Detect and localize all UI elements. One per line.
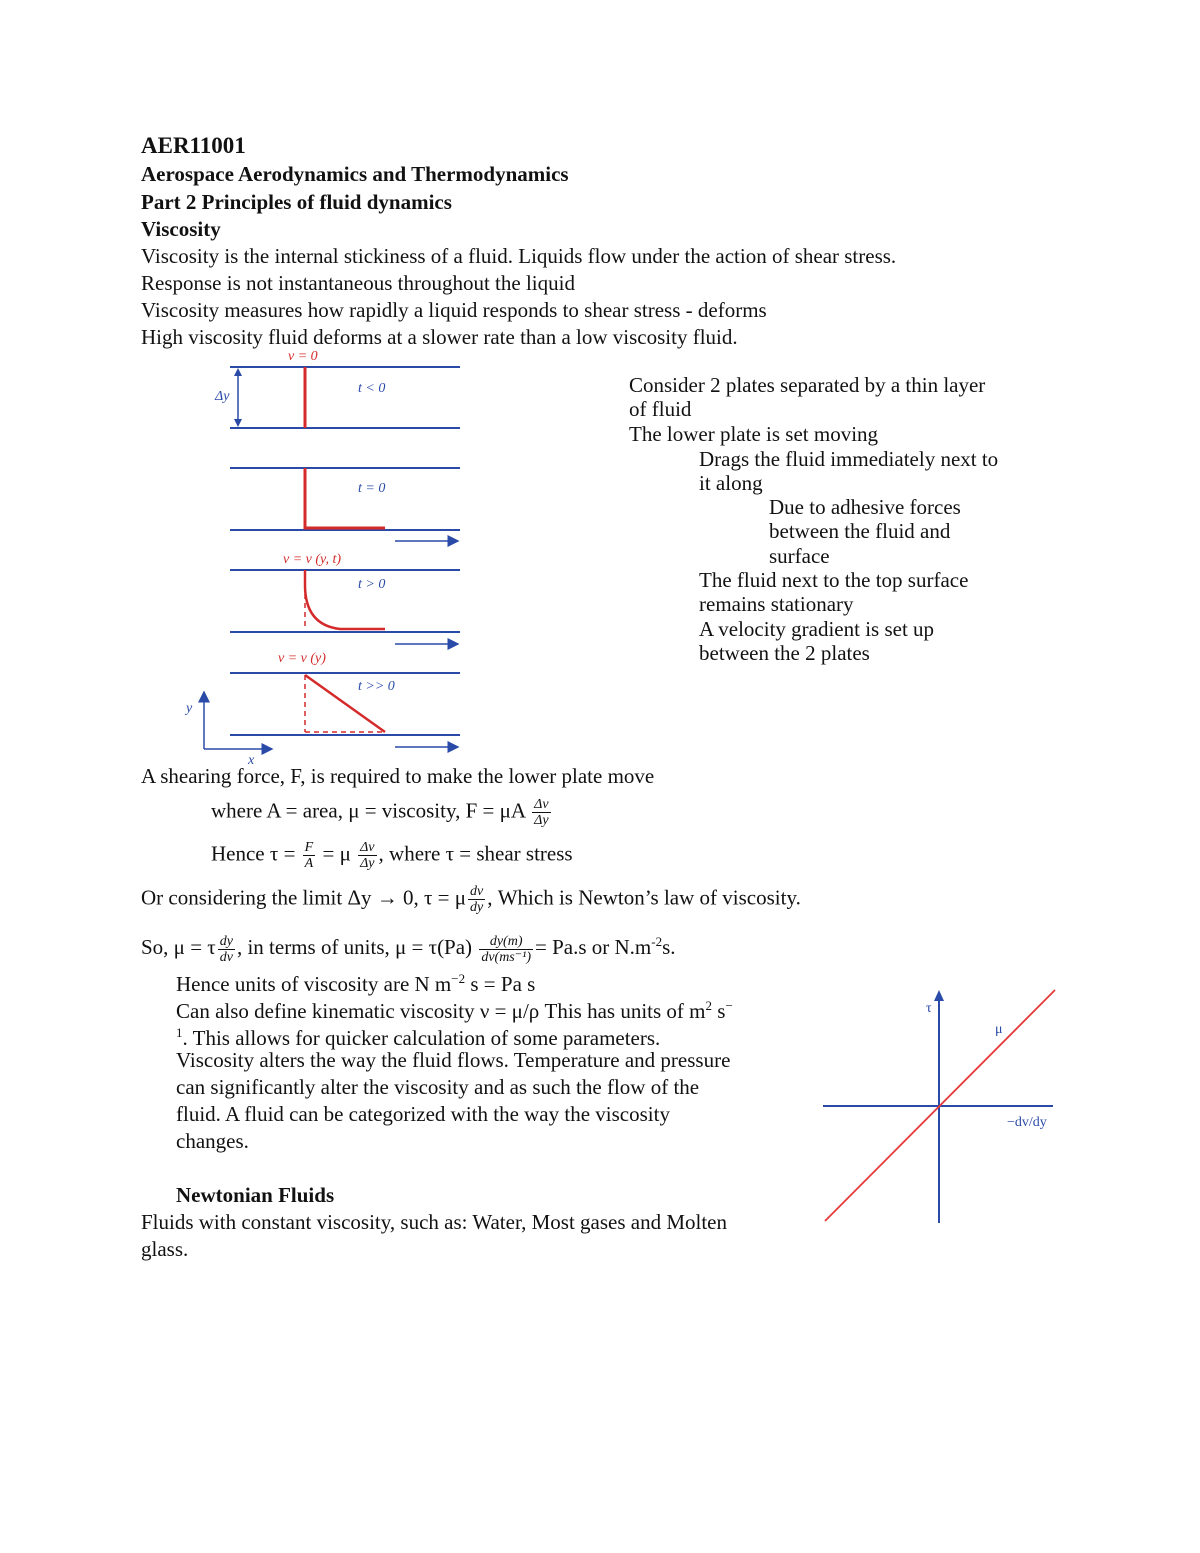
graph-x-label: −dv/dy [1007,1115,1047,1130]
graph-mu-label: μ [995,1022,1003,1037]
side-note: Due to adhesive forces [769,495,961,519]
hence-text: Hence τ = [211,841,296,866]
part-title: Part 2 Principles of fluid dynamics [141,190,452,214]
fraction: $\frac{\Delta v}{\Delta y}$ [360,840,375,871]
side-note: between the fluid and [769,519,951,543]
equation-newton-law [141,884,801,915]
label-t4: t >> 0 [358,679,395,694]
label-dy: Δy [215,389,230,404]
equation-shear-stress [211,840,573,871]
axis-x-label: x [248,753,255,768]
where-text: where A = area, μ = viscosity, F = μA [211,798,525,823]
side-note: The lower plate is set moving [629,422,879,446]
side-note: Drags the fluid immediately next to [699,447,999,471]
side-note: The fluid next to the top surface [699,568,969,592]
fraction: $\frac{dv}{dy}$ [470,884,484,915]
units-line: Hence units of viscosity are N $m^{-2}$ s = Pa s [176,971,536,996]
so-text: So, μ = τ [141,935,216,959]
side-note: it along [699,471,763,495]
so-end: = Pa.s or N.m [535,935,652,959]
fraction: $\frac{dy(m)}{\text{dv(ms⁻¹)}}$ [481,933,531,965]
units-line: $^1$. This allows for quicker calculation of some parameters. [176,1025,661,1050]
units-line: Viscosity alters the way the fluid flows. Temperature and pressure [176,1048,731,1072]
fraction: $\frac{F}{A}$ [304,840,314,871]
side-note: Consider 2 plates separated by a thin layer [629,373,986,397]
label-t3: t > 0 [358,577,386,592]
intro-line: Viscosity is the internal stickiness of a fluid. Liquids flow under the action of shear stress. [141,244,897,268]
label-t1: t < 0 [358,381,386,396]
intro-line: High viscosity fluid deforms at a slower rate than a low viscosity fluid. [141,325,738,349]
units-line: Can also define kinematic viscosity ν = μ/ρ This has units of $m^2$ s− [176,998,733,1023]
units-line: changes. [176,1129,249,1153]
label-t2: t = 0 [358,481,386,496]
intro-line: Viscosity measures how rapidly a liquid responds to shear stress - deforms [141,298,767,322]
fraction: $\frac{dy}{dv}$ [219,933,233,965]
course-code: AER11001 [141,133,246,158]
limit-end: , Which is Newton’s law of viscosity. [487,885,801,910]
intro-line: Response is not instantaneous throughout the liquid [141,271,575,295]
side-note: remains stationary [699,592,854,616]
newtonian-text: glass. [141,1237,189,1261]
label-v0: v = 0 [288,349,318,364]
course-title: Aerospace Aerodynamics and Thermodynamics [141,162,569,186]
shear-force-text: A shearing force, F, is required to make the lower plate move [141,764,655,788]
equation-units: So, μ = τ $\frac{dy}{dv}$ , in terms of units, μ = τ(Pa) $\frac{dy(m)}{\text{dv(ms⁻¹)}}$ = Pa.s or $N.m^{-2}s$. [141,933,676,965]
graph-tau-label: τ [926,1001,932,1016]
units-line: can significantly alter the viscosity and as such the flow of the [176,1075,700,1099]
section-heading: Viscosity [141,217,221,241]
axis-y-label: y [186,701,193,716]
newtonian-heading: Newtonian Fluids [176,1183,335,1207]
side-note: A velocity gradient is set up [699,617,935,641]
fraction: $\frac{\Delta v}{\Delta y}$ [534,797,549,828]
newtonian-graph [815,985,1065,1225]
units-line: fluid. A fluid can be categorized with the way the viscosity [176,1102,670,1126]
so-mid: , in terms of units, μ = τ(Pa) [236,935,473,959]
side-note: surface [769,544,830,568]
side-note: of fluid [629,397,692,421]
limit-text: Or considering the limit Δy → 0, τ = μ [141,885,467,910]
label-v-y: v = v (y) [278,651,326,666]
newtonian-text: Fluids with constant viscosity, such as: Water, Most gases and Molten [141,1210,728,1234]
equation-force [211,797,553,828]
hence-mid: = μ [322,841,351,866]
label-v-yt: v = v (y, t) [283,552,342,567]
hence-end: , where τ = shear stress [378,841,573,866]
plates-figure [180,340,480,770]
side-note: between the 2 plates [699,641,870,665]
